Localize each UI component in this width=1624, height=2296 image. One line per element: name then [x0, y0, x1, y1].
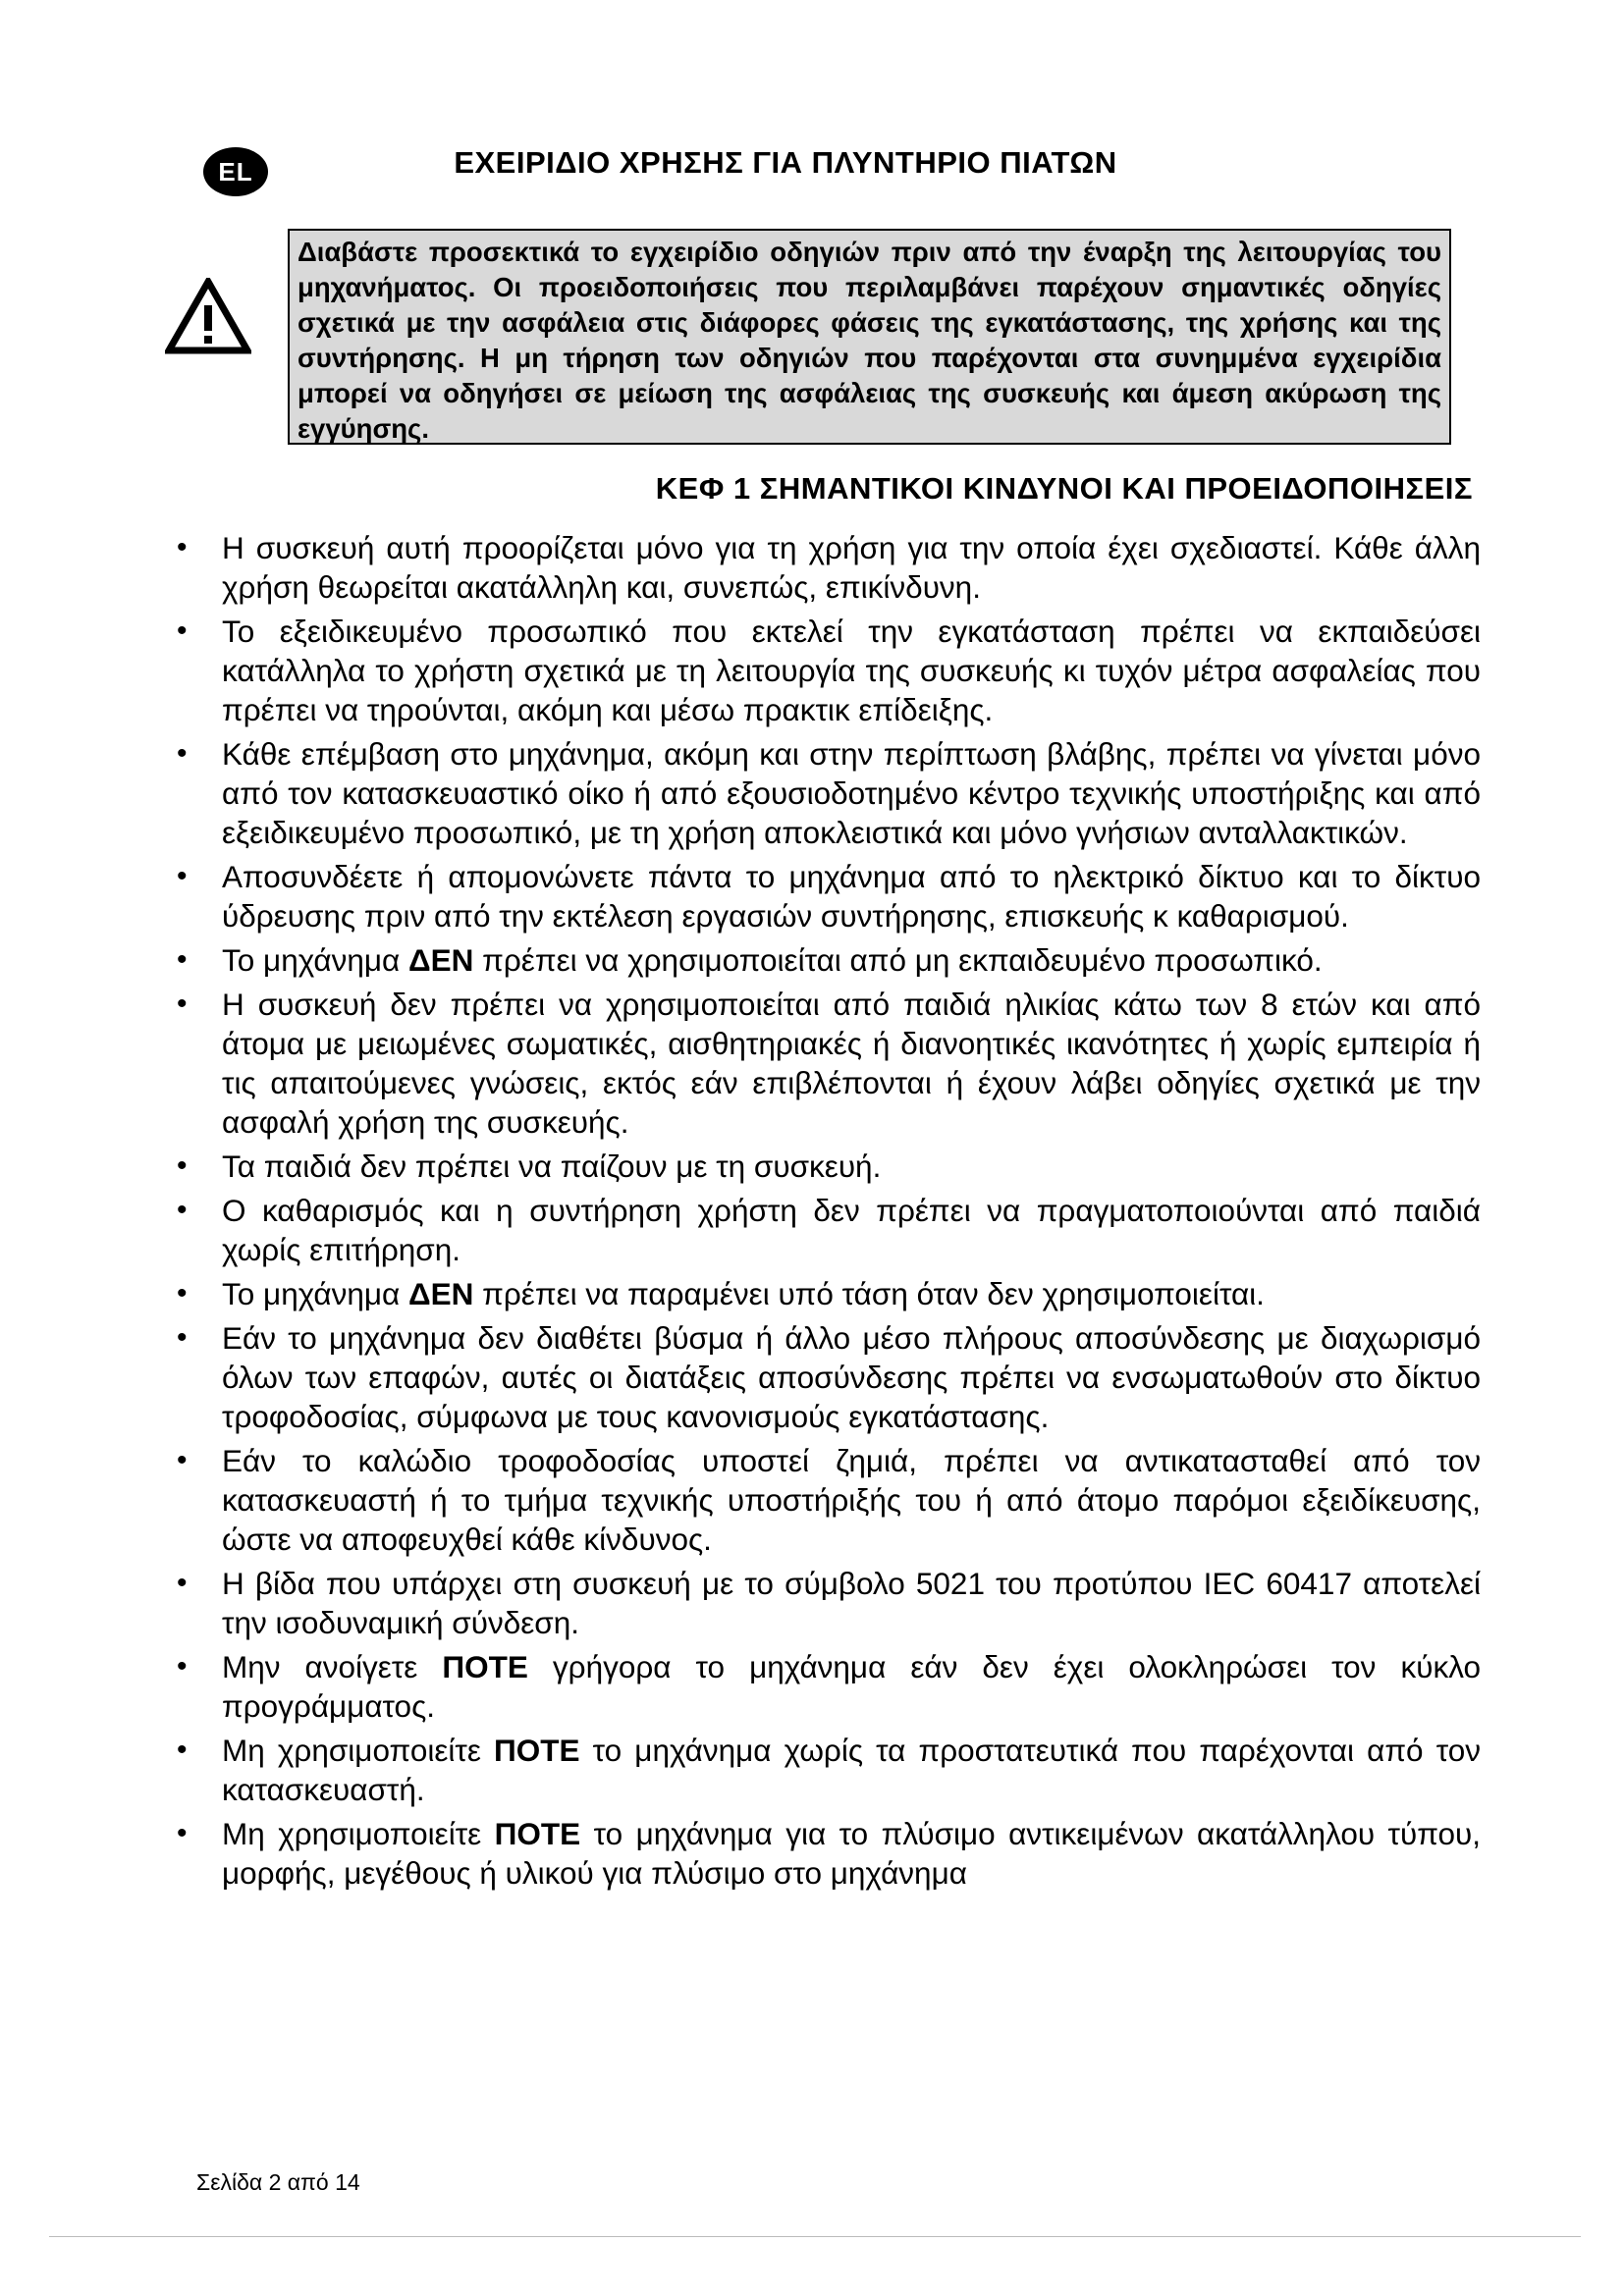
- list-item: • Μην ανοίγετε ΠΟΤΕ γρήγορα το μηχάνημα εάν δεν έχει ολοκληρώσει τον κύκλο προγράμματος.: [177, 1647, 1481, 1726]
- footer-divider: [49, 2236, 1581, 2237]
- list-item: • Η συσκευή αυτή προορίζεται μόνο για τη χρήση για την οποία έχει σχεδιαστεί. Κάθε άλλη χρήση θεωρείται ακατάλληλη και, συνεπώς, επικίνδυνη.: [177, 528, 1481, 607]
- list-item: • Κάθε επέμβαση στο μηχάνημα, ακόμη και στην περίπτωση βλάβης, πρέπει να γίνεται μόνο από τον κατασκευαστικό οίκο ή από εξουσιοδοτημένο κέντρο τεχνικής υποστήριξης και από εξειδικευμένο προσωπικό, με τη χρήση αποκλειστικά και μόνο γνήσιων ανταλλακτικών.: [177, 734, 1481, 852]
- list-item: • Αποσυνδέετε ή απομονώνετε πάντα το μηχάνημα από το ηλεκτρικό δίκτυο και το δίκτυο ύδρευσης πριν από την εκτέλεση εργασιών συντήρησης, επισκευής κ καθαρισμού.: [177, 857, 1481, 935]
- safety-warning-text: Διαβάστε προσεκτικά το εγχειρίδιο οδηγιών πριν από την έναρξη της λειτουργίας του μηχανήματος. Οι προειδοποιήσεις που περιλαμβάνει παρέχουν σημαντικές οδηγίες σχετικά με την ασφάλεια στις διάφορες φάσεις της εγκατάστασης, της χρήσης και της συντήρησης. Η μη τήρηση των οδηγιών που παρέχονται στα συνημμένα εγχειρίδια μπορεί να οδηγήσει σε μείωση της ασφάλειας της συσκευής και άμεση ακύρωση της εγγύησης.: [298, 237, 1441, 444]
- safety-bullet-list: [177, 528, 1481, 1897]
- list-item: • Μη χρησιμοποιείτε ΠΟΤΕ το μηχάνημα χωρίς τα προστατευτικά που παρέχονται από τον κατασκευαστή.: [177, 1731, 1481, 1809]
- page-number: Σελίδα 2 από 14: [196, 2169, 360, 2195]
- list-item: • Το μηχάνημα ΔΕΝ πρέπει να παραμένει υπό τάση όταν δεν χρησιμοποιείται.: [177, 1274, 1481, 1313]
- chapter-heading: ΚΕΦ 1 ΣΗΜΑΝΤΙΚΟΙ ΚΙΝΔΥΝΟΙ ΚΑΙ ΠΡΟΕΙΔΟΠΟΙΗΣΕΙΣ: [655, 471, 1473, 506]
- document-title: ΕΧΕΙΡΙΔΙΟ ΧΡΗΣΗΣ ΓΙΑ ΠΛΥΝΤΗΡΙΟ ΠΙΑΤΩΝ: [454, 145, 1117, 180]
- safety-warning-box: [288, 229, 1451, 445]
- list-item: • Τα παιδιά δεν πρέπει να παίζουν με τη συσκευή.: [177, 1147, 1481, 1186]
- list-item: • Εάν το μηχάνημα δεν διαθέτει βύσμα ή άλλο μέσο πλήρους αποσύνδεσης με διαχωρισμό όλων των επαφών, αυτές οι διατάξεις αποσύνδεσης πρέπει να ενσωματωθούν στο δίκτυο τροφοδοσίας, σύμφωνα με τους κανονισμούς εγκατάστασης.: [177, 1318, 1481, 1436]
- list-item: • Το μηχάνημα ΔΕΝ πρέπει να χρησιμοποιείται από μη εκπαιδευμένο προσωπικό.: [177, 940, 1481, 980]
- list-item: • Ο καθαρισμός και η συντήρηση χρήστη δεν πρέπει να πραγματοποιούνται από παιδιά χωρίς επιτήρηση.: [177, 1191, 1481, 1269]
- warning-triangle-icon: [165, 278, 251, 354]
- list-item: • Μη χρησιμοποιείτε ΠΟΤΕ το μηχάνημα για το πλύσιμο αντικειμένων ακατάλληλου τύπου, μορφής, μεγέθους ή υλικού για πλύσιμο στο μηχάνημα: [177, 1814, 1481, 1893]
- language-badge: EL: [203, 147, 268, 196]
- list-item: • Η συσκευή δεν πρέπει να χρησιμοποιείται από παιδιά ηλικίας κάτω των 8 ετών και από άτομα με μειωμένες σωματικές, αισθητηριακές ή διανοητικές ικανότητες ή χωρίς εμπειρία ή τις απαιτούμενες γνώσεις, εκτός εάν επιβλέπονται ή έχουν λάβει οδηγίες σχετικά με την ασφαλή χρήση της συσκευής.: [177, 985, 1481, 1142]
- list-item: • Εάν το καλώδιο τροφοδοσίας υποστεί ζημιά, πρέπει να αντικατασταθεί από τον κατασκευαστή ή το τμήμα τεχνικής υποστήριξής του ή από άτομο παρόμοι εξειδίκευσης, ώστε να αποφευχθεί κάθε κίνδυνος.: [177, 1441, 1481, 1559]
- list-item: • Η βίδα που υπάρχει στη συσκευή με το σύμβολο 5021 του προτύπου IEC 60417 αποτελεί την ισοδυναμική σύνδεση.: [177, 1564, 1481, 1642]
- list-item: • Το εξειδικευμένο προσωπικό που εκτελεί την εγκατάσταση πρέπει να εκπαιδεύσει κατάλληλα το χρήστη σχετικά με τη λειτουργία της συσκευής κι τυχόν μέτρα ασφαλείας που πρέπει να τηρούνται, ακόμη και μέσω πρακτικ επίδειξης.: [177, 612, 1481, 729]
